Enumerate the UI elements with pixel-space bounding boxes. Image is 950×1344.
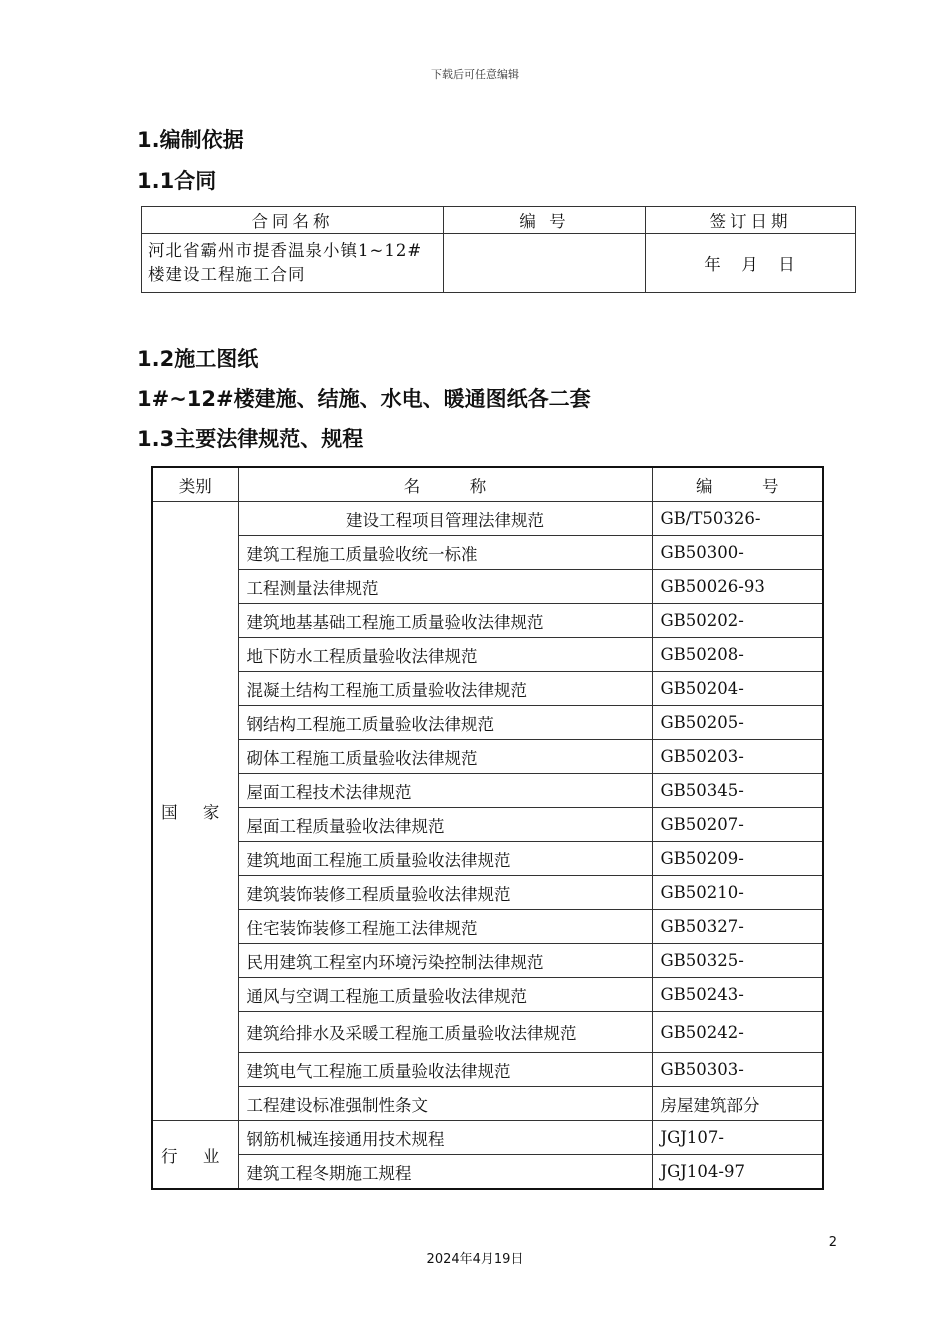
code-name: 混凝土结构工程施工质量验收法律规范: [238, 672, 652, 706]
table-row: [152, 978, 823, 1012]
table-row: [152, 910, 823, 944]
contract-name: 河北省霸州市提香温泉小镇1~12#楼建设工程施工合同: [142, 234, 444, 293]
table-row: [152, 638, 823, 672]
code-name: 建筑地基基础工程施工质量验收法律规范: [238, 604, 652, 638]
table-row: [152, 536, 823, 570]
table-row: [152, 502, 823, 536]
heading-1-2: 1.2施工图纸: [137, 347, 259, 371]
code-name: 屋面工程技术法律规范: [238, 774, 652, 808]
code-name: 住宅装饰装修工程施工法律规范: [238, 910, 652, 944]
code-number: GB50202-: [652, 604, 823, 638]
contract-date: 年 月 日: [646, 234, 856, 293]
table-row: [152, 774, 823, 808]
table-row: [152, 944, 823, 978]
code-name: 建设工程项目管理法律规范: [238, 502, 652, 536]
codes-header-number: 编 号: [652, 467, 823, 502]
table-row: [152, 1012, 823, 1053]
code-name: 工程测量法律规范: [238, 570, 652, 604]
code-number: GB50205-: [652, 706, 823, 740]
code-number: GB50209-: [652, 842, 823, 876]
table-row: [152, 604, 823, 638]
code-name: 建筑工程冬期施工规程: [238, 1155, 652, 1190]
heading-1-1: 1.1合同: [137, 169, 217, 193]
contract-header-number: 编 号: [444, 207, 646, 234]
code-number: GB50204-: [652, 672, 823, 706]
code-name: 钢筋机械连接通用技术规程: [238, 1121, 652, 1155]
table-row: [152, 808, 823, 842]
contract-table: [141, 206, 856, 293]
code-number: JGJ104-97: [652, 1155, 823, 1190]
contract-number: [444, 234, 646, 293]
drawings-line: 1#~12#楼建施、结施、水电、暖通图纸各二套: [137, 387, 591, 411]
table-row: [152, 740, 823, 774]
code-number: GB50207-: [652, 808, 823, 842]
code-number: GB50243-: [652, 978, 823, 1012]
code-name: 民用建筑工程室内环境污染控制法律规范: [238, 944, 652, 978]
code-number: GB50345-: [652, 774, 823, 808]
table-row: [152, 1087, 823, 1121]
codes-header-name: 名 称: [238, 467, 652, 502]
code-name: 建筑电气工程施工质量验收法律规范: [238, 1053, 652, 1087]
table-row: [152, 570, 823, 604]
code-number: GB50208-: [652, 638, 823, 672]
code-name: 建筑装饰装修工程质量验收法律规范: [238, 876, 652, 910]
table-row: [152, 876, 823, 910]
contract-header-date: 签订日期: [646, 207, 856, 234]
code-name: 建筑工程施工质量验收统一标准: [238, 536, 652, 570]
contract-header-name: 合同名称: [142, 207, 444, 234]
heading-1-3: 1.3主要法律规范、规程: [137, 427, 364, 451]
code-name: 地下防水工程质量验收法律规范: [238, 638, 652, 672]
codes-header-category: 类别: [152, 467, 238, 502]
table-row: [152, 672, 823, 706]
table-row: [152, 1155, 823, 1190]
code-name: 通风与空调工程施工质量验收法律规范: [238, 978, 652, 1012]
table-row: [152, 1053, 823, 1087]
code-name: 建筑给排水及采暖工程施工质量验收法律规范: [238, 1012, 652, 1053]
code-name: 工程建设标准强制性条文: [238, 1087, 652, 1121]
code-name: 建筑地面工程施工质量验收法律规范: [238, 842, 652, 876]
page-header: 下载后可任意编辑: [431, 68, 519, 81]
heading-1: 1.编制依据: [137, 128, 244, 152]
category-cell: 行 业: [152, 1121, 238, 1190]
code-number: GB50203-: [652, 740, 823, 774]
code-number: GB50300-: [652, 536, 823, 570]
code-number: GB50303-: [652, 1053, 823, 1087]
code-number: GB50210-: [652, 876, 823, 910]
codes-table: [151, 466, 824, 1190]
code-number: 房屋建筑部分: [652, 1087, 823, 1121]
code-number: GB50026-93: [652, 570, 823, 604]
code-number: GB50325-: [652, 944, 823, 978]
page-number: 2: [828, 1235, 837, 1250]
code-name: 屋面工程质量验收法律规范: [238, 808, 652, 842]
code-number: GB50242-: [652, 1012, 823, 1053]
table-row: [152, 1121, 823, 1155]
code-name: 钢结构工程施工质量验收法律规范: [238, 706, 652, 740]
category-cell: 国 家: [152, 502, 238, 1121]
code-number: GB50327-: [652, 910, 823, 944]
code-number: JGJ107-: [652, 1121, 823, 1155]
code-name: 砌体工程施工质量验收法律规范: [238, 740, 652, 774]
table-row: [152, 842, 823, 876]
code-number: GB/T50326-: [652, 502, 823, 536]
footer-date: 2024年4月19日: [426, 1252, 524, 1267]
table-row: [152, 706, 823, 740]
